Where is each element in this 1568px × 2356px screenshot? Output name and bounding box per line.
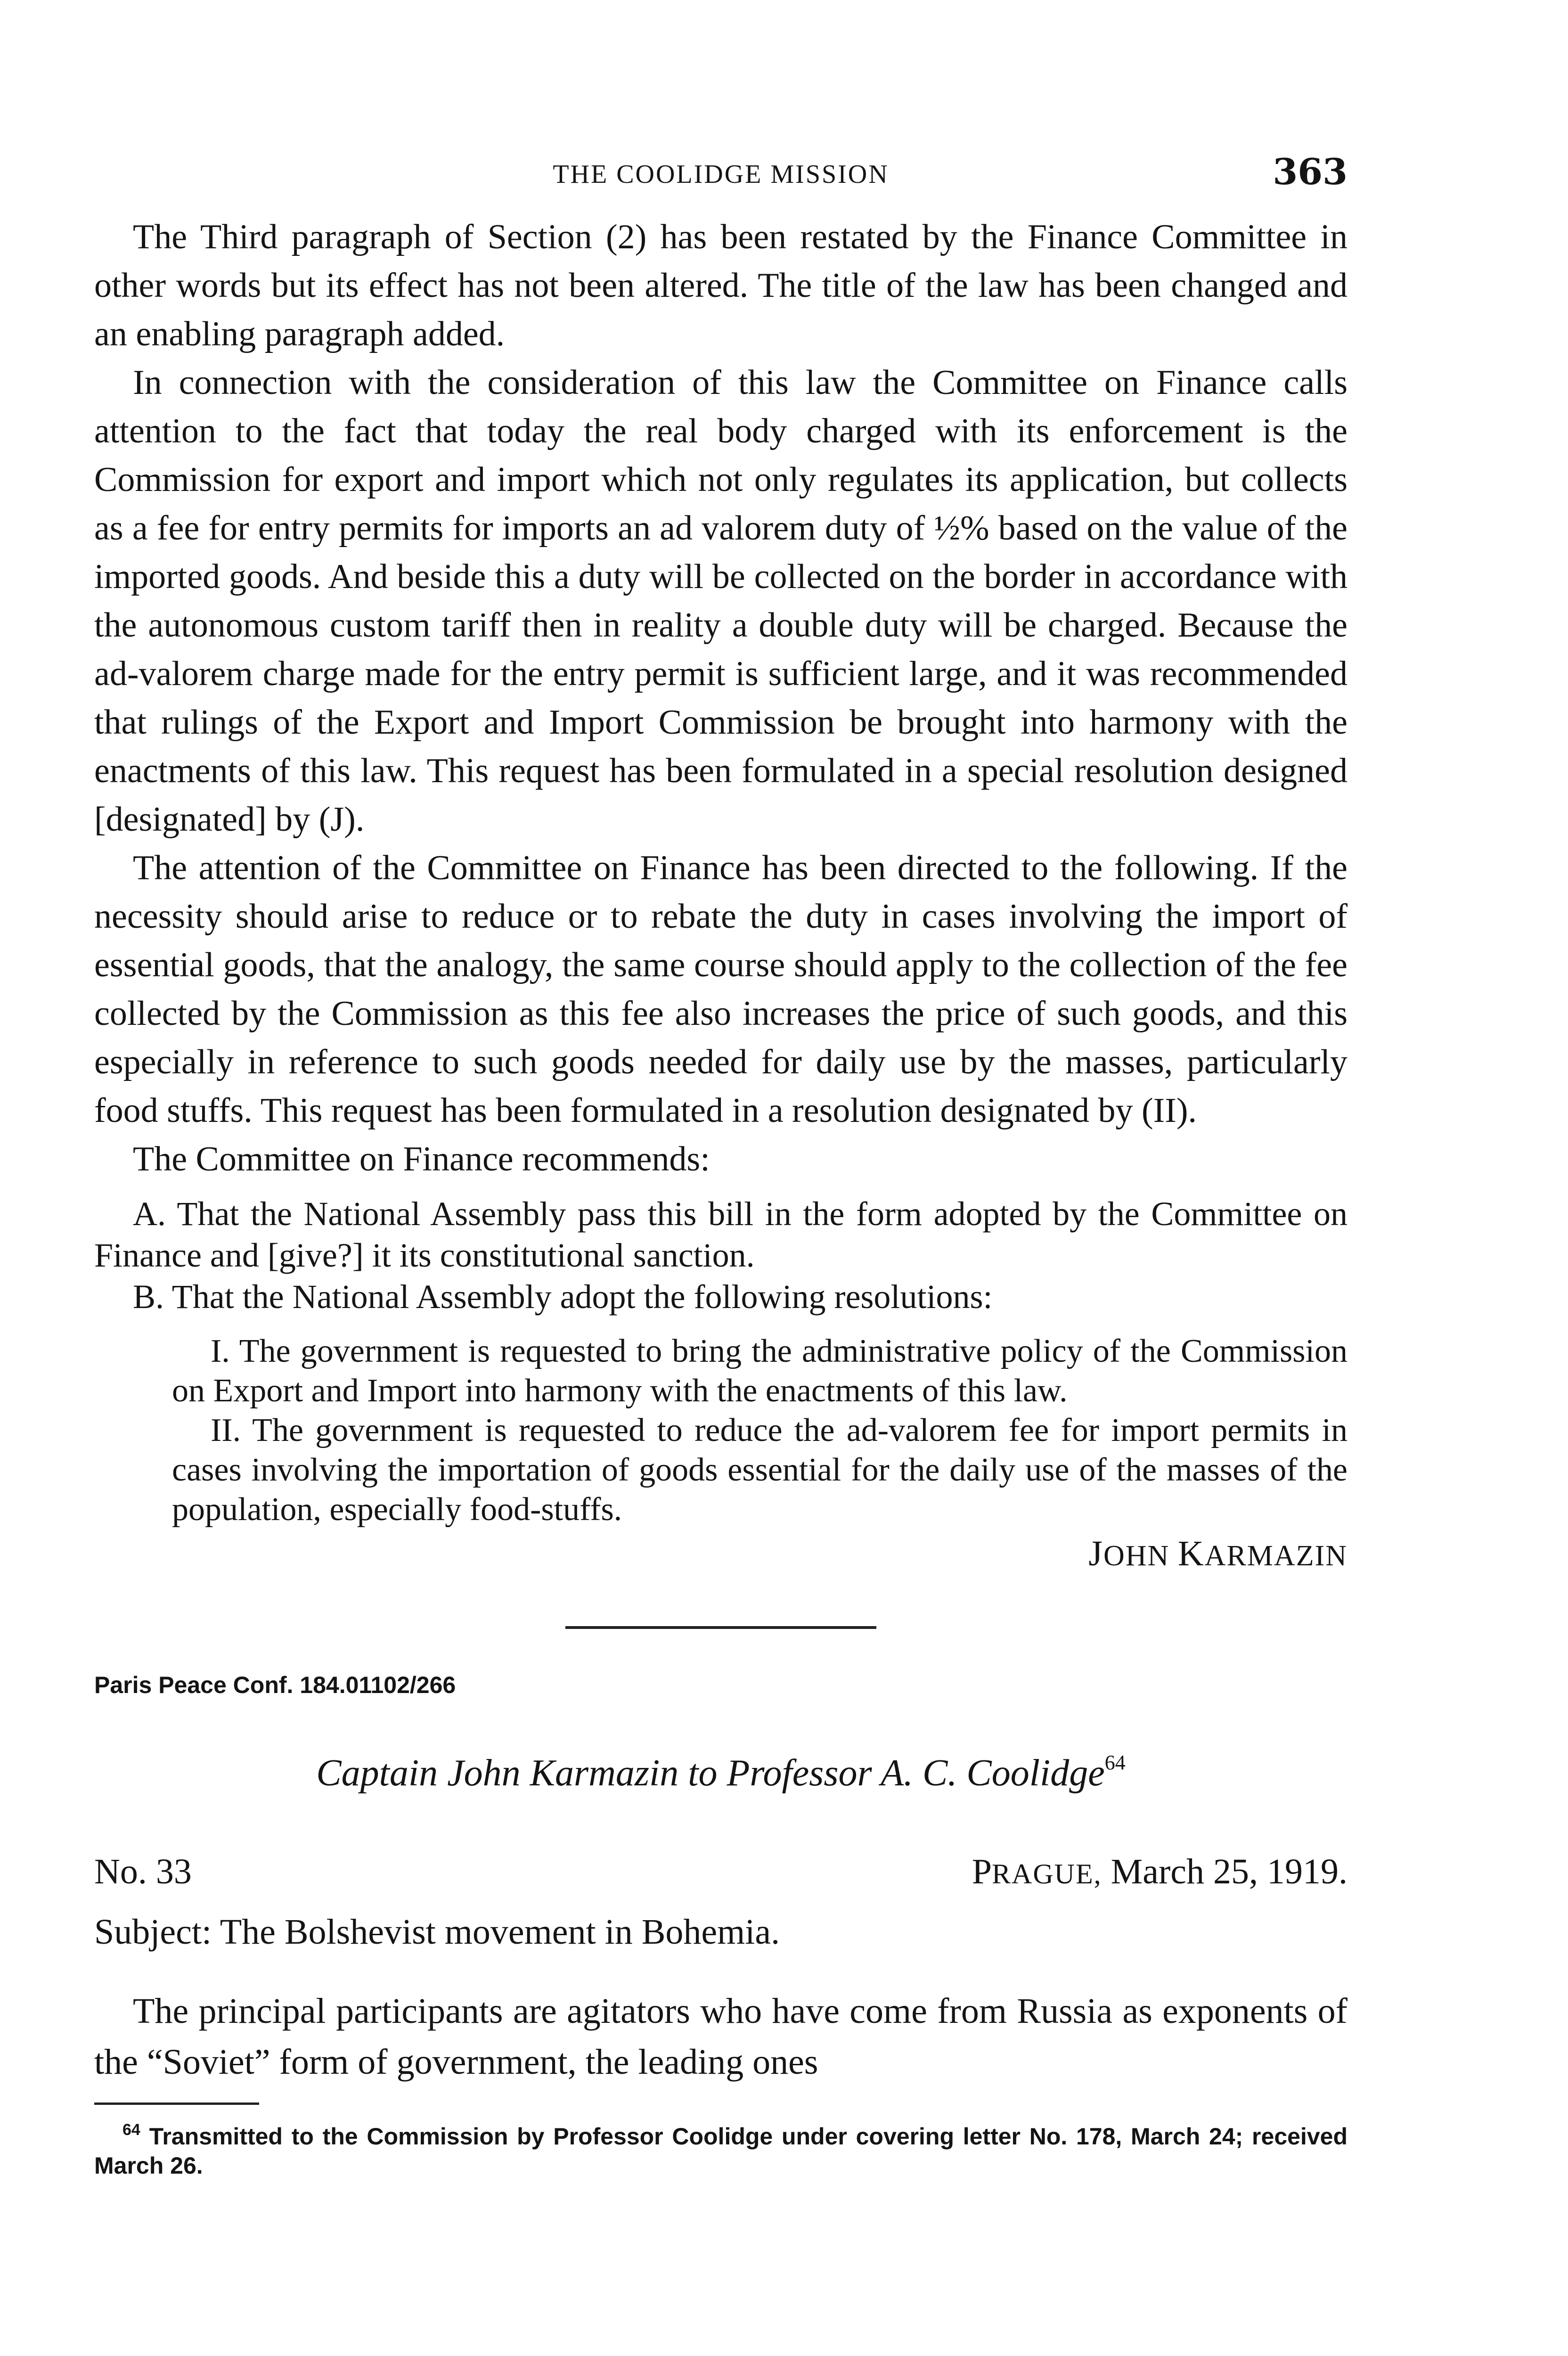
signature-last-initial: K xyxy=(1177,1534,1205,1573)
letter-body xyxy=(94,1986,1348,2087)
page-number: 363 xyxy=(1273,151,1348,193)
footnote-text: Transmitted to the Commission by Professor Coolidge under covering letter No. 178, March 24; received March 26. xyxy=(94,2123,1348,2179)
document-date: March 25, 1919. xyxy=(1111,1852,1348,1891)
place-date xyxy=(972,1851,1348,1892)
signature xyxy=(94,1533,1348,1574)
document-header-line xyxy=(94,1851,1348,1903)
signature-first-rest: OHN xyxy=(1103,1540,1170,1572)
document-number: No. 33 xyxy=(94,1852,192,1891)
letter-paragraph-1: The principal participants are agitators who have come from Russia as exponents of the “Soviet” form of government, the leading ones xyxy=(94,1991,1348,2082)
paragraph-4: The Committee on Finance recommends: xyxy=(133,1140,710,1178)
recommendations-list xyxy=(94,1193,1348,1317)
recommendation-a: A. That the National Assembly pass this bill in the form adopted by the Committee on Finance and [give?] it its constitutional sanction. xyxy=(94,1195,1348,1274)
title-footnote-mark: 64 xyxy=(1104,1751,1126,1774)
signature-last-rest: ARMAZIN xyxy=(1204,1540,1348,1572)
subject-line: Subject: The Bolshevist movement in Bohemia. xyxy=(94,1912,780,1952)
paragraph-1: The Third paragraph of Section (2) has been restated by the Finance Committee in other words but its effect has not been altered. The title of the law has been changed and an enabling paragraph added. xyxy=(94,218,1348,353)
footnote-divider xyxy=(94,2102,259,2105)
running-title: THE COOLIDGE MISSION xyxy=(553,160,889,189)
place-initial: P xyxy=(972,1852,992,1891)
document-title-text: Captain John Karmazin to Professor A. C. Coolidge xyxy=(316,1752,1105,1794)
footnote xyxy=(94,2115,1348,2180)
resolution-1: I. The government is requested to bring the administrative policy of the Commission on Export and Import into harmony with the enactments of this law. xyxy=(172,1333,1348,1409)
paragraph-3: The attention of the Committee on Finance has been directed to the following. If the necessity should arise to reduce or to rebate the duty in cases involving the import of essential goods, that the analogy, the same course should apply to the collection of the fee collected by the Commission as this fee also increases the price of such goods, and this especially in reference to such goods needed for daily use by the masses, particularly food stuffs. This request has been formulated in a resolution designated by (II). xyxy=(94,849,1348,1130)
paragraph-2: In connection with the consideration of this law the Committee on Finance calls attention to the fact that today the real body charged with its enforcement is the Commission for export and import which not only regulates its application, but collects as a fee for entry permits for imports an ad valorem duty of ½% based on the value of the imported goods. And beside this a duty will be collected on the border in accordance with the autonomous custom tariff then in reality a double duty will be charged. Because the ad-valorem charge made for the entry permit is sufficient large, and it was recommended that rulings of the Export and Import Commission be brought into harmony with the enactments of this law. This request has been formulated in a special resolution designed [designated] by (J). xyxy=(94,363,1348,839)
footnote-mark: 64 xyxy=(122,2121,140,2139)
page xyxy=(94,141,1348,2180)
resolutions-list xyxy=(172,1332,1348,1530)
body-text xyxy=(94,213,1348,1184)
place-rest: RAGUE, xyxy=(991,1858,1102,1890)
signature-first-initial: J xyxy=(1088,1534,1103,1573)
file-reference: Paris Peace Conf. 184.01102/266 xyxy=(94,1672,456,1698)
page-header xyxy=(94,141,1348,198)
document-title xyxy=(94,1751,1348,1795)
section-divider xyxy=(565,1626,876,1629)
resolution-2: II. The government is requested to reduce the ad-valorem fee for import permits in cases involving the importation of goods essential for the daily use of the masses of the population, especially food-stuffs. xyxy=(172,1412,1348,1528)
recommendation-b: B. That the National Assembly adopt the following resolutions: xyxy=(133,1278,993,1316)
